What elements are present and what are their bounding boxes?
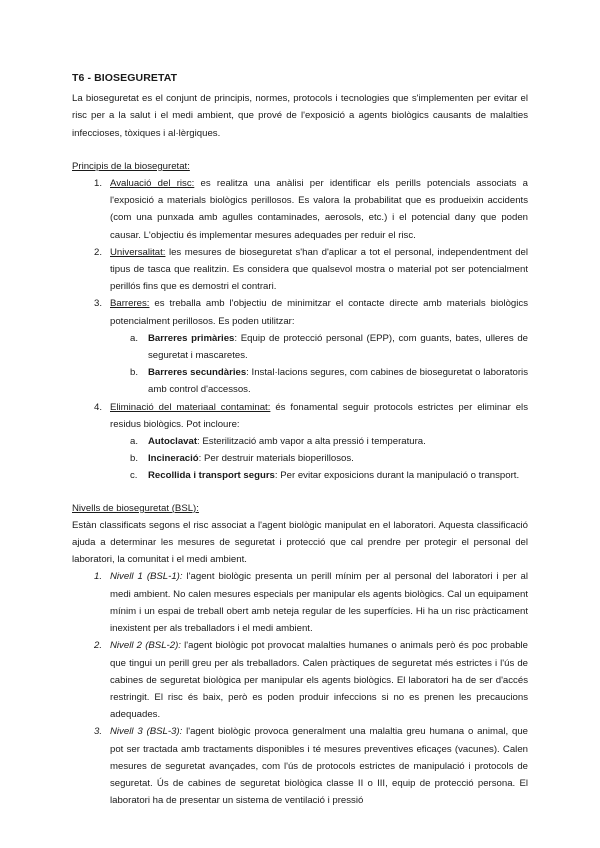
document-title: T6 - BIOSEGURETAT bbox=[72, 72, 178, 84]
item-number: 2. bbox=[94, 246, 103, 258]
principle-text: les mesures de bioseguretat s'han d'aplicar a tot el personal, independentment del tipus de tasca que realitzin. Es considera que qualsevol mostra o material pot ser potencialment perillós fins que es demostri el contrari. bbox=[110, 246, 528, 293]
item-number: 4. bbox=[94, 401, 103, 413]
level-text: l'agent biològic provoca generalment una malaltia greu humana o animal, que pot ser tractada amb tractaments disponibles i té mesures preventives eficaçes (vacunes). Calen mesures de seguretat avançades, com l'ús de protocols estrictes de manipulació i protocols de seguretat. Ús de cabines de seguretat biològica classe II o III, equip de protecció persona. El laboratori ha de presentar un sistema de ventilació i pressió bbox=[110, 726, 528, 807]
item-number: 3. bbox=[94, 298, 103, 310]
item-number: 2. bbox=[94, 640, 103, 652]
level-item bbox=[72, 723, 528, 809]
levels-heading: Nivells de bioseguretat (BSL): bbox=[72, 502, 199, 514]
item-number: 1. bbox=[94, 178, 103, 190]
level-label: Nivell 3 (BSL-3): bbox=[110, 726, 183, 738]
levels-intro: Estàn classificats segons el risc associat a l'agent biològic manipulat en el laboratori. Aquesta classificació ajuda a determinar les mesures de seguretat i protecció que cal prendre per protegir el personal del laboratori, la comunitat i el medi ambient. bbox=[72, 519, 528, 566]
level-text: l'agent biològic pot provocat malalties humanes o animals però és poc probable que tingui un perill greu per als treballadors. Calen pràctiques de seguretat més estrictes i l'ús de cabines de seguretat biològica per manipular els agents biològics. El laboratori ha de ser d'accés restringit. El risc és baix, però es poden produir infeccions si no es prenen les precaucions adequades. bbox=[110, 640, 528, 721]
sub-item-letter: b. bbox=[130, 367, 139, 379]
principles-list bbox=[72, 175, 528, 485]
item-number: 1. bbox=[94, 571, 103, 583]
sub-item-letter: a. bbox=[130, 436, 139, 448]
sub-item-term: Recollida i transport segurs bbox=[148, 470, 275, 482]
sub-item-letter: c. bbox=[130, 470, 138, 482]
sub-item-term: Barreres primàries bbox=[148, 332, 235, 344]
sub-item-letter: a. bbox=[130, 332, 139, 344]
sub-item-text: : Instal·lacions segures, com cabines de bioseguretat o laboratoris amb control d'accessos. bbox=[148, 367, 528, 396]
sub-item bbox=[72, 450, 528, 467]
level-item bbox=[72, 637, 528, 723]
levels-list bbox=[72, 568, 528, 809]
principle-label: Eliminació del materiaal contaminat: bbox=[110, 401, 271, 413]
level-item bbox=[72, 568, 528, 637]
principle-text: és fonamental seguir protocols estrictes per eliminar els residus biològics. Pot incloure: bbox=[110, 401, 528, 430]
principle-item bbox=[72, 399, 528, 433]
sub-item-term: Incineració bbox=[148, 453, 199, 465]
principle-label: Universalitat: bbox=[110, 246, 166, 258]
sub-item-term: Autoclavat bbox=[148, 436, 198, 448]
sub-item-letter: b. bbox=[130, 453, 139, 465]
sub-item-text: : Esterilització amb vapor a alta pressió i temperatura. bbox=[197, 436, 426, 448]
principle-text: es treballa amb l'objectiu de minimitzar el contacte directe amb materials biològics potencialment perillosos. Es poden utilitzar: bbox=[110, 298, 528, 327]
sub-item bbox=[72, 330, 528, 364]
principle-label: Barreres: bbox=[110, 298, 150, 310]
principle-label: Avaluació del risc: bbox=[110, 178, 195, 190]
sub-item bbox=[72, 467, 528, 484]
principle-item bbox=[72, 295, 528, 329]
sub-item bbox=[72, 433, 528, 450]
sub-item bbox=[72, 364, 528, 398]
sub-item-text: : Per destruir materials bioperillosos. bbox=[198, 453, 354, 465]
document-page bbox=[72, 70, 528, 809]
principle-text: es realitza una anàlisi per identificar els perills potencials associats a l'exposició a materials biològics perillosos. Es valora la probabilitat que es produeixin accidents (com una punxada amb agulles contaminades, aerosols, etc.) i el potencial dany que poden causar. L'objectiu és implementar mesures adequades per reduir el risc. bbox=[110, 178, 528, 241]
principle-item bbox=[72, 175, 528, 244]
item-number: 3. bbox=[94, 726, 103, 738]
principles-heading: Principis de la bioseguretat: bbox=[72, 160, 190, 172]
level-text: l'agent biològic presenta un perill mínim per al personal del laboratori i per al medi ambient. No calen mesures especials per manipular els agents biològics. Cal un equipament mínim i un espai de treball obert amb neteja regular de les superfícies. Hi ha un risc pràcticament inexistent per als treballadors i el medi ambient. bbox=[110, 571, 529, 635]
sub-item-text: : Per evitar exposicions durant la manipulació o transport. bbox=[274, 470, 520, 482]
level-label: Nivell 2 (BSL-2): bbox=[110, 640, 181, 652]
sub-item-term: Barreres secundàries bbox=[148, 367, 247, 379]
level-label: Nivell 1 (BSL-1): bbox=[110, 571, 183, 583]
intro-paragraph: La bioseguretat es el conjunt de principis, normes, protocols i tecnologies que s'implementen per evitar el risc per a la salut i el medi ambient, que prové de l'exposició a agents biològics causants de malalties infeccioses, tòxiques i al·lèrgiques. bbox=[72, 93, 528, 139]
principle-item bbox=[72, 244, 528, 296]
sub-item-text: : Equip de protecció personal (EPP), com guants, bates, ulleres de seguretat i mascaretes. bbox=[148, 332, 529, 362]
